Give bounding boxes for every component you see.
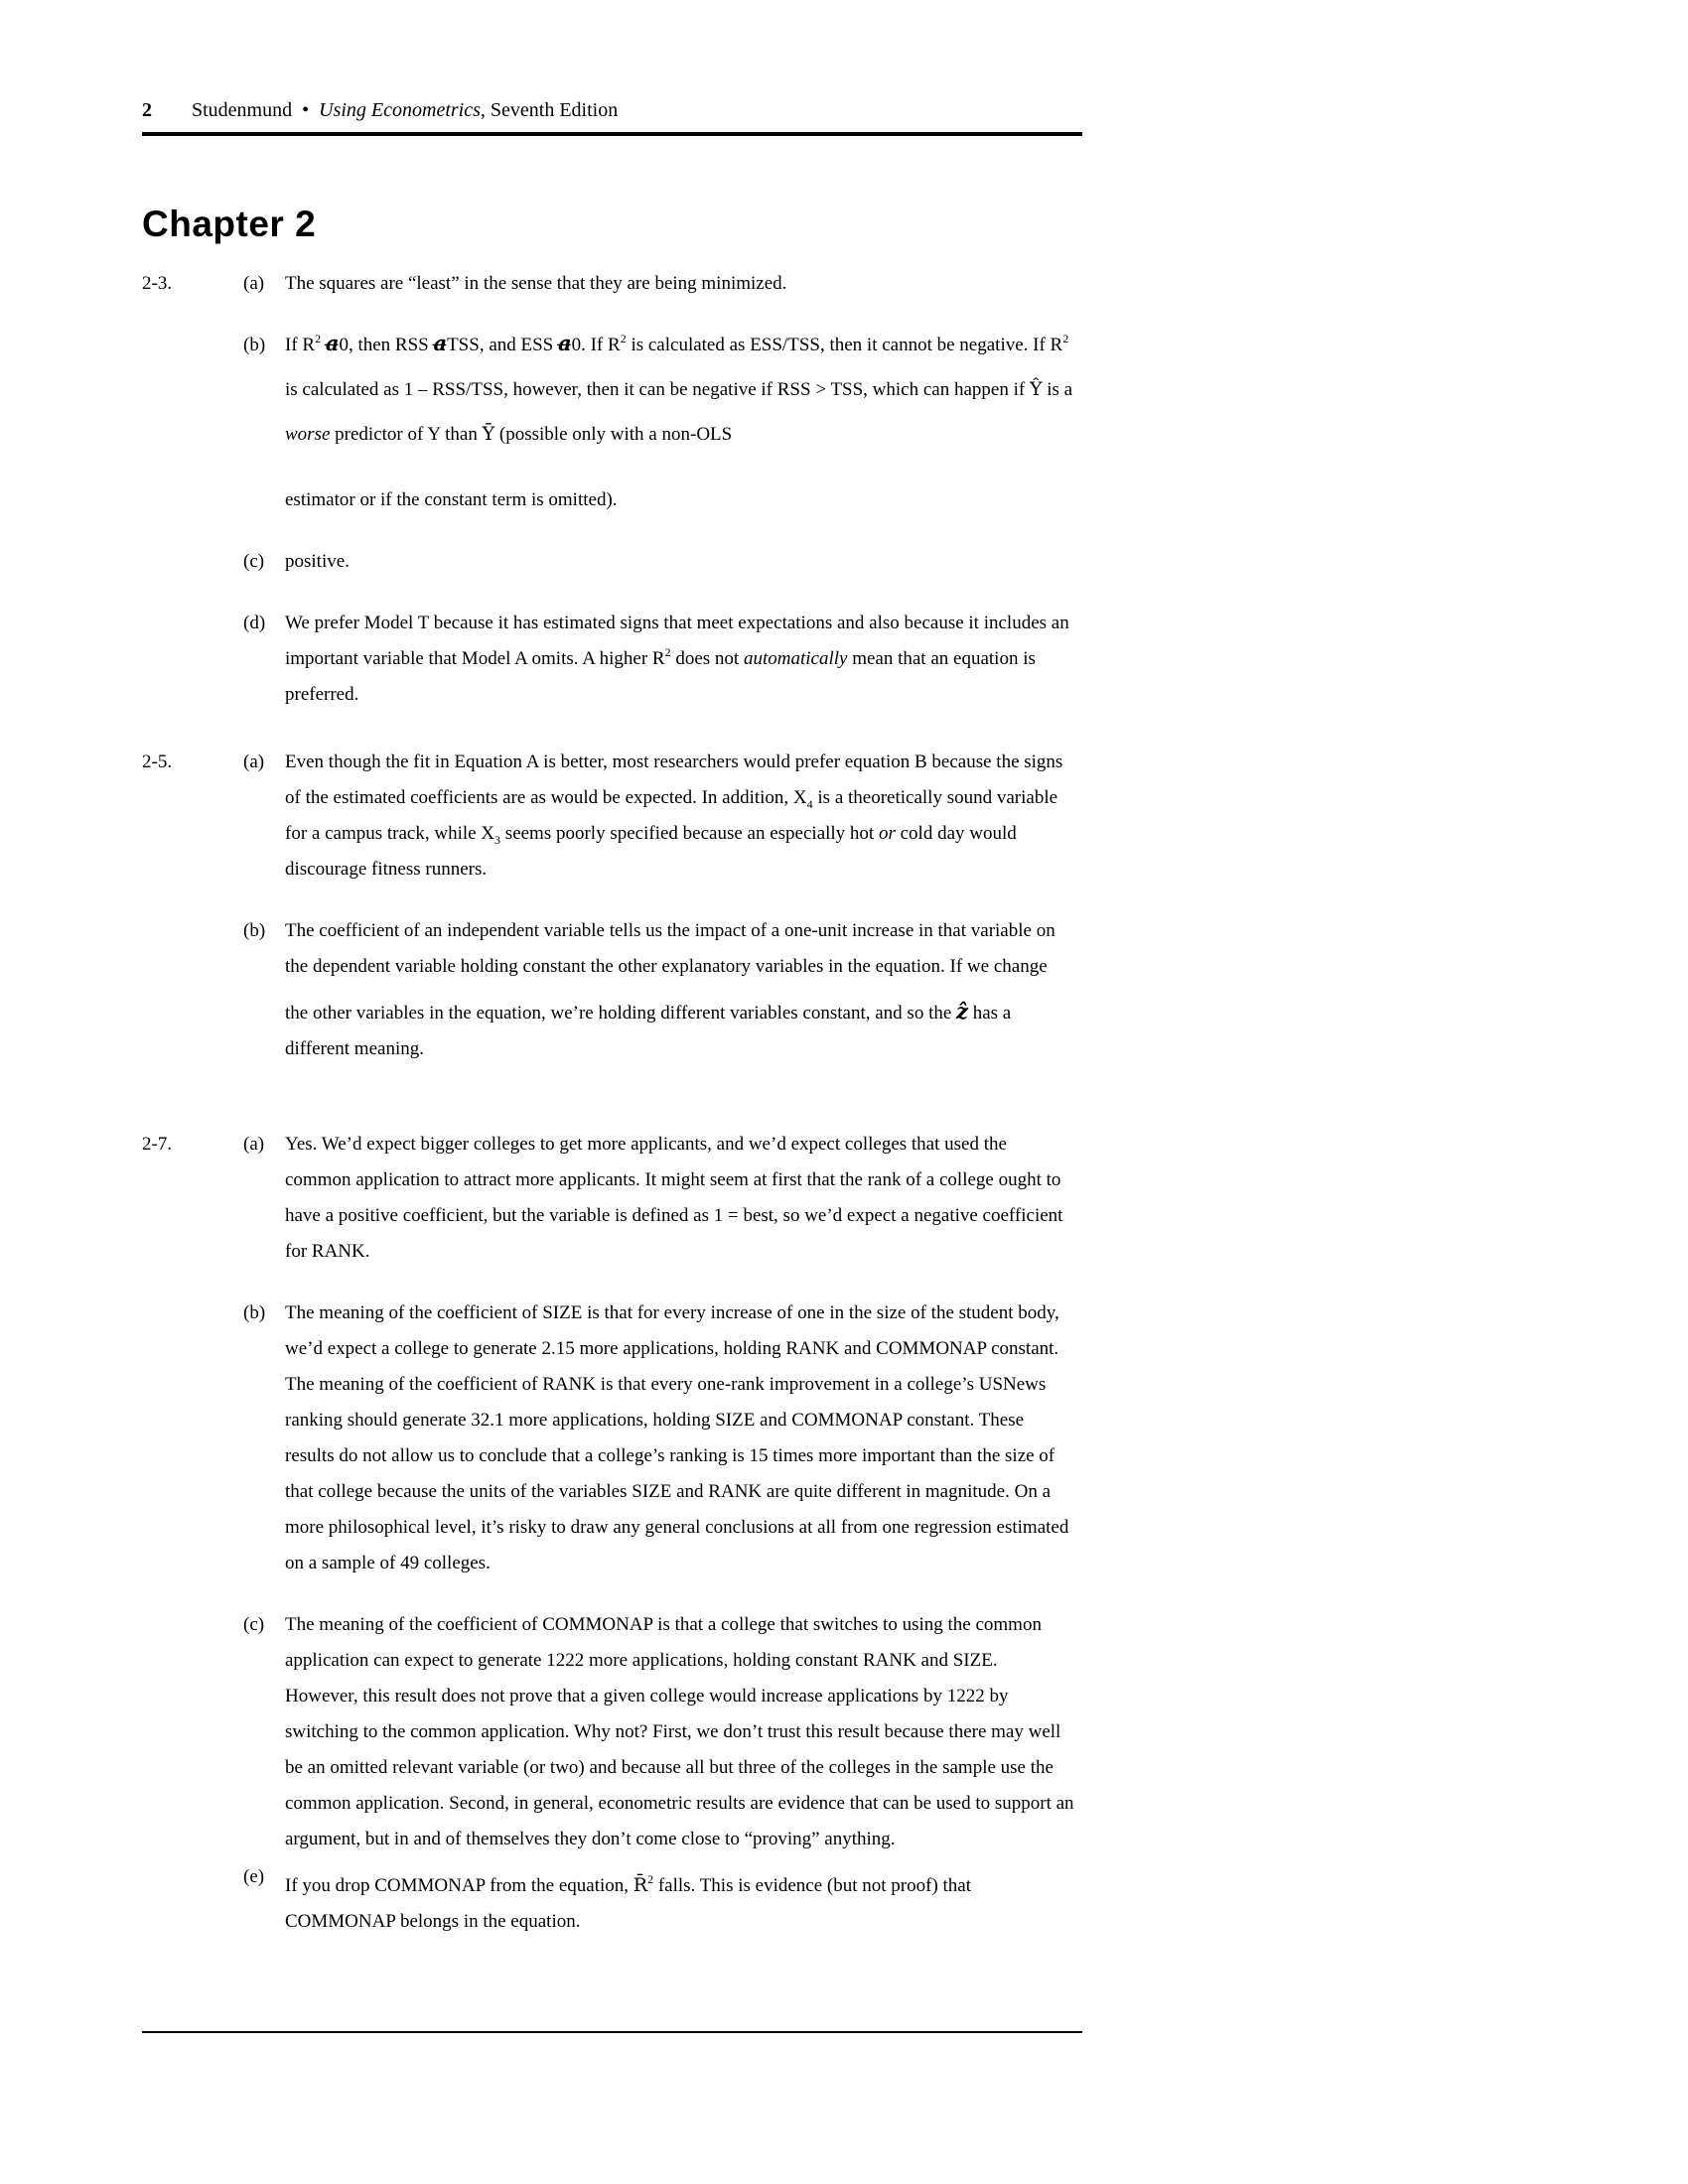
part-paragraph [285, 913, 1074, 1067]
problem-part [243, 1296, 1074, 1581]
superscript: 2 [315, 332, 322, 345]
problem-part [243, 1127, 1074, 1270]
bullet-separator-icon: • [302, 99, 310, 121]
problem-part [243, 606, 1074, 713]
page-header [142, 99, 1095, 122]
problem-part [243, 544, 1074, 580]
part-label: (b) [243, 920, 266, 941]
part-label: (a) [243, 1134, 265, 1155]
problem-part [243, 745, 1074, 887]
text-run: has a different meaning. [285, 1003, 1012, 1059]
part-paragraph [285, 606, 1074, 713]
y-hat-symbol: Ŷ [1029, 378, 1043, 400]
part-body [285, 266, 1074, 302]
part-body [285, 1859, 1074, 1940]
header-rule [142, 132, 1082, 136]
part-body [285, 544, 1074, 580]
italic-run: worse [285, 424, 331, 445]
text-run: If you drop COMMONAP from the equation, [285, 1875, 633, 1896]
part-paragraph [285, 266, 1074, 302]
italic-run: or [878, 823, 896, 844]
problem-number: 2-3. [142, 273, 173, 294]
part-paragraph [285, 1859, 1074, 1940]
text-run: Even though the fit in Equation A is better, most researchers would prefer equation B because the signs of the estimated coefficients are as would be expected. In addition, X [285, 751, 1063, 808]
part-paragraph [285, 328, 1074, 453]
beta-hat-glyph: ẑ [956, 999, 968, 1024]
part-label: (a) [243, 751, 265, 772]
problem-part [243, 1859, 1074, 1940]
problem-part [243, 1607, 1074, 1857]
text-run: The meaning of the coefficient of COMMONAP is that a college that switches to using the common application can expect to generate 1222 more applications, holding constant RANK and SIZE. However, this result does not prove that a given college would increase applications by 1222 by switching to the common application. Why not? First, we don’t trust this result because there may well be an omitted relevant variable (or two) and because all but three of the colleges in the sample use the common application. Second, in general, econometric results are evidence that can be used to support an argument, but in and of themselves they don’t come close to “proving” anything. [285, 1614, 1074, 1849]
text-run: The coefficient of an independent variable tells us the impact of a one-unit increase in that variable on the dependent variable holding constant the other explanatory variables in the equation. If we change the other variables in the equation, we’re holding different variables constant, and so the [285, 920, 1055, 1024]
text-run: estimator or if the constant term is omitted). [285, 489, 618, 510]
part-body [285, 913, 1074, 1067]
part-body [285, 1296, 1074, 1581]
header-book-title: Using Econometrics, [319, 99, 486, 121]
header-author: Studenmund [192, 99, 293, 121]
text-run: positive. [285, 551, 350, 572]
part-paragraph [285, 1127, 1074, 1270]
text-run: TSS, and ESS [447, 335, 558, 355]
chapter-title: Chapter 2 [142, 204, 317, 244]
problem-parts [243, 1127, 1074, 1940]
part-body [285, 328, 1074, 518]
page-number: 2 [142, 99, 152, 121]
y-bar-symbol: Ȳ [482, 423, 495, 445]
text-run: If R [285, 335, 316, 355]
text-run: We prefer Model T because it has estimated signs that meet expectations and also because it includes an important variable that Model A omits. A higher R [285, 613, 1069, 669]
superscript: 2 [647, 1872, 654, 1886]
problem-list [142, 266, 1074, 1940]
not-equal-glyph: a̶ [325, 331, 340, 355]
problem-part [243, 913, 1074, 1067]
text-run: predictor of Y than [330, 424, 483, 445]
problem-parts [243, 745, 1074, 1067]
problem [142, 266, 1073, 713]
r-bar-symbol: R̄ [633, 1874, 648, 1896]
problem-number: 2-5. [142, 751, 173, 772]
header-edition: Seventh Edition [485, 99, 619, 121]
part-body [285, 1607, 1074, 1857]
part-body [285, 745, 1074, 887]
part-label: (d) [243, 613, 266, 633]
text-run: is a theoretically sound variable for a campus track, while X [285, 787, 1058, 844]
problem-parts [243, 266, 1074, 713]
text-run: is a [1042, 379, 1073, 400]
superscript: 2 [620, 332, 627, 345]
italic-run: automatically [743, 648, 848, 669]
not-equal-glyph: a̶ [558, 331, 572, 355]
text-run: The squares are “least” in the sense that they are being minimized. [285, 273, 787, 294]
text-run: 0, then RSS [339, 335, 434, 355]
text-run: The meaning of the coefficient of SIZE is that for every increase of one in the size of the student body, we’d expect a college to generate 2.15 more applications, holding RANK and COMMONAP constant. The meaning of the coefficient of RANK is that every one-rank improvement in a college’s USNews ranking should generate 32.1 more applications, holding SIZE and COMMONAP constant. These results do not allow us to conclude that a college’s ranking is 15 times more important than the size of that college because the units of the variables SIZE and RANK are quite different in magnitude. On a more philosophical level, it’s risky to draw any general conclusions at all from one regression estimated on a sample of 49 colleges. [285, 1302, 1069, 1573]
text-run: seems poorly specified because an especially hot [500, 823, 879, 844]
part-body [285, 1127, 1074, 1270]
text-run: falls. This is evidence (but not proof) that COMMONAP belongs in the equation. [285, 1875, 972, 1932]
superscript: 2 [664, 645, 671, 659]
subscript: 4 [806, 797, 813, 811]
part-label: (c) [243, 1614, 265, 1635]
part-label: (e) [243, 1866, 265, 1887]
part-body [285, 606, 1074, 713]
text-run: is calculated as 1 – RSS/TSS, however, then it can be negative if RSS > TSS, which can happen if [285, 379, 1030, 400]
part-paragraph [285, 745, 1074, 887]
problem-number: 2-7. [142, 1134, 173, 1155]
part-paragraph [285, 1296, 1074, 1581]
text-run: does not [670, 648, 744, 669]
text-run: (possible only with a non-OLS [494, 424, 733, 445]
text-run: 0. If R [571, 335, 621, 355]
problem [142, 745, 1063, 1067]
problem-part [243, 328, 1074, 518]
superscript: 2 [1062, 332, 1069, 345]
part-label: (c) [243, 551, 265, 572]
text-run: Yes. We’d expect bigger colleges to get more applicants, and we’d expect colleges that used the common application to attract more applicants. It might seem at first that the rank of a college ought to have a positive coefficient, but the variable is defined as 1 = best, so we’d expect a negative coefficient for RANK. [285, 1134, 1063, 1262]
text-run: is calculated as ESS/TSS, then it cannot be negative. If R [626, 335, 1063, 355]
text-run: cold day would discourage fitness runners. [285, 823, 1017, 880]
part-paragraph [285, 544, 1074, 580]
footer-rule [142, 2031, 1082, 2033]
problem-part [243, 266, 1074, 302]
part-label: (b) [243, 335, 266, 355]
problem [142, 1127, 1074, 1940]
subscript: 3 [494, 833, 501, 847]
part-label: (b) [243, 1302, 266, 1323]
part-paragraph [285, 482, 1074, 518]
part-label: (a) [243, 273, 265, 294]
not-equal-glyph: a̶ [433, 331, 448, 355]
part-paragraph [285, 1607, 1074, 1857]
text-run: mean that an equation is preferred. [285, 648, 1036, 705]
